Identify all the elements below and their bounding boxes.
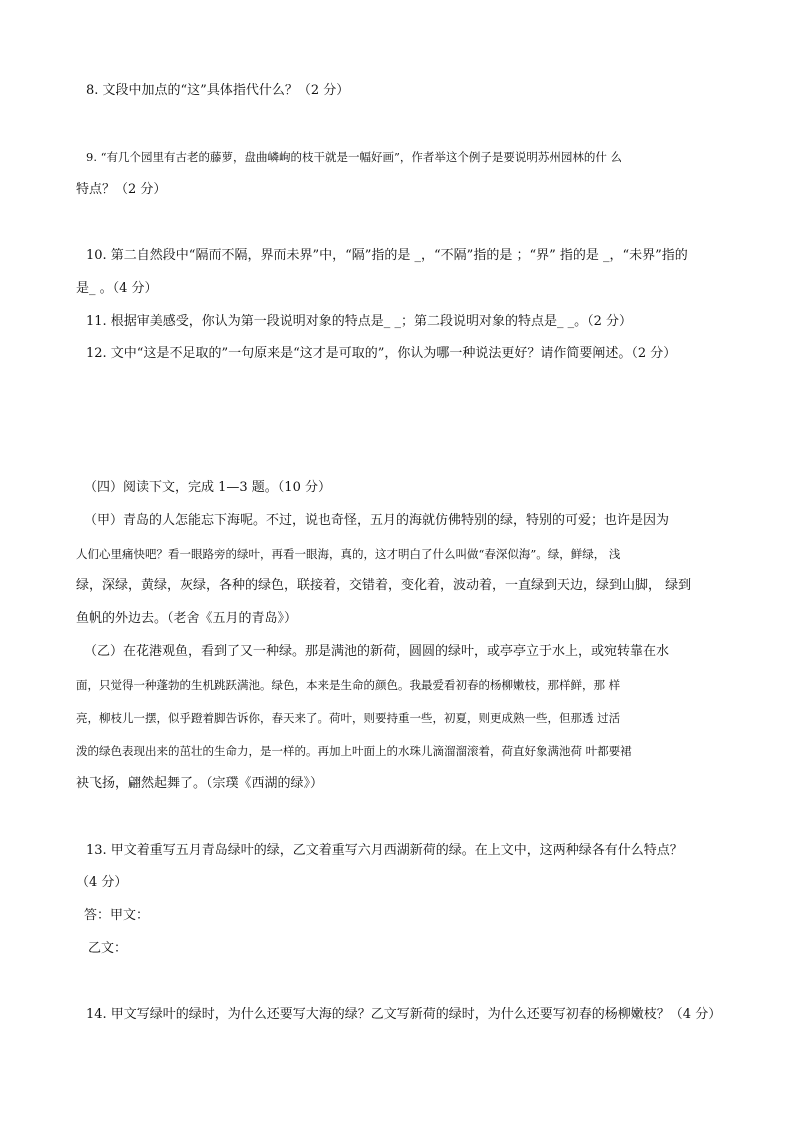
question-13-line-1: 13. 甲文着重写五月青岛绿叶的绿，乙文着重写六月西湖新荷的绿。在上文中，这两种绿各有什么特点？ — [86, 843, 683, 858]
passage-jia-line-3: 绿，深绿，黄绿，灰绿，各种的绿色，联接着，交错着，变化着，波动着，一直绿到天边，绿到山脚， 绿到 — [76, 578, 692, 593]
passage-jia-line-4: 鱼帆的外边去。（老舍《五月的青岛》） — [76, 611, 298, 626]
passage-yi-line-1: （乙）在花港观鱼，看到了又一种绿。那是满池的新荷，圆圆的绿叶，或亭亭立于水上，或宛转靠在水 — [84, 644, 670, 659]
passage-yi-line-3: 亮，柳枝儿一摆，似乎蹬着脚告诉你，春天来了。荷叶，则要持重一些，初夏，则更成熟一些，但那透 过活 — [76, 711, 621, 725]
question-9-line-2: 特点？（2 分） — [76, 182, 167, 197]
passage-yi-line-4: 泼的绿色表现出来的茁壮的生命力，是一样的。再加上叶面上的水珠儿滴溜溜滚着，荷直好象满池荷 叶都要裙 — [76, 744, 632, 758]
question-11-text: 11. 根据审美感受，你认为第一段说明对象的特点是_ _；第二段说明对象的特点是_ _。（2 分） — [86, 314, 632, 329]
passage-jia-line-1: （甲）青岛的人怎能忘下海呢。不过，说也奇怪，五月的海就仿佛特别的绿，特别的可爱；也许是因为 — [84, 513, 670, 528]
question-10-line-2: 是_ 。（4 分） — [76, 281, 158, 296]
question-14-text: 14. 甲文写绿叶的绿时，为什么还要写大海的绿？乙文写新荷的绿时，为什么还要写初春的杨柳嫩枝？（4 分） — [86, 1007, 722, 1022]
passage-jia-line-2: 人们心里痛快吧？看一眼路旁的绿叶，再看一眼海，真的，这才明白了什么叫做“春深似海”。绿，鲜绿， 浅 — [76, 547, 621, 561]
question-13-answer-yi: 乙文： — [88, 941, 128, 956]
passage-yi-line-5: 袂飞扬，翩然起舞了。（宗璞《西湖的绿》） — [76, 776, 324, 791]
question-8-text: 8. 文段中加点的“这”具体指代什么？（2 分） — [86, 83, 350, 98]
passage-yi-line-2: 面，只觉得一种蓬勃的生机跳跃满池。绿色，本来是生命的颜色。我最爱看初春的杨柳嫩枝，那样鲜，那 样 — [76, 678, 621, 692]
question-13-answer-jia: 答：甲文： — [84, 908, 150, 923]
question-13-line-2: （4 分） — [76, 875, 128, 890]
question-9-line-1: 9. “有几个园里有古老的藤萝，盘曲嶙峋的枝干就是一幅好画”，作者举这个例子是要说明苏州园林的什 么 — [86, 150, 623, 164]
question-10-line-1: 10. 第二自然段中“隔而不隔，界而未界”中，“隔”指的是 _，“不隔”指的是 ；“界” 指的是 _，“未界”指的 — [86, 248, 688, 263]
question-12-text: 12. 文中“这是不足取的”一句原来是“这才是可取的”，你认为哪一种说法更好？请作简要阐述。（2 分） — [86, 346, 677, 361]
section-4-header: （四）阅读下文，完成 1—3 题。（10 分） — [84, 480, 331, 495]
